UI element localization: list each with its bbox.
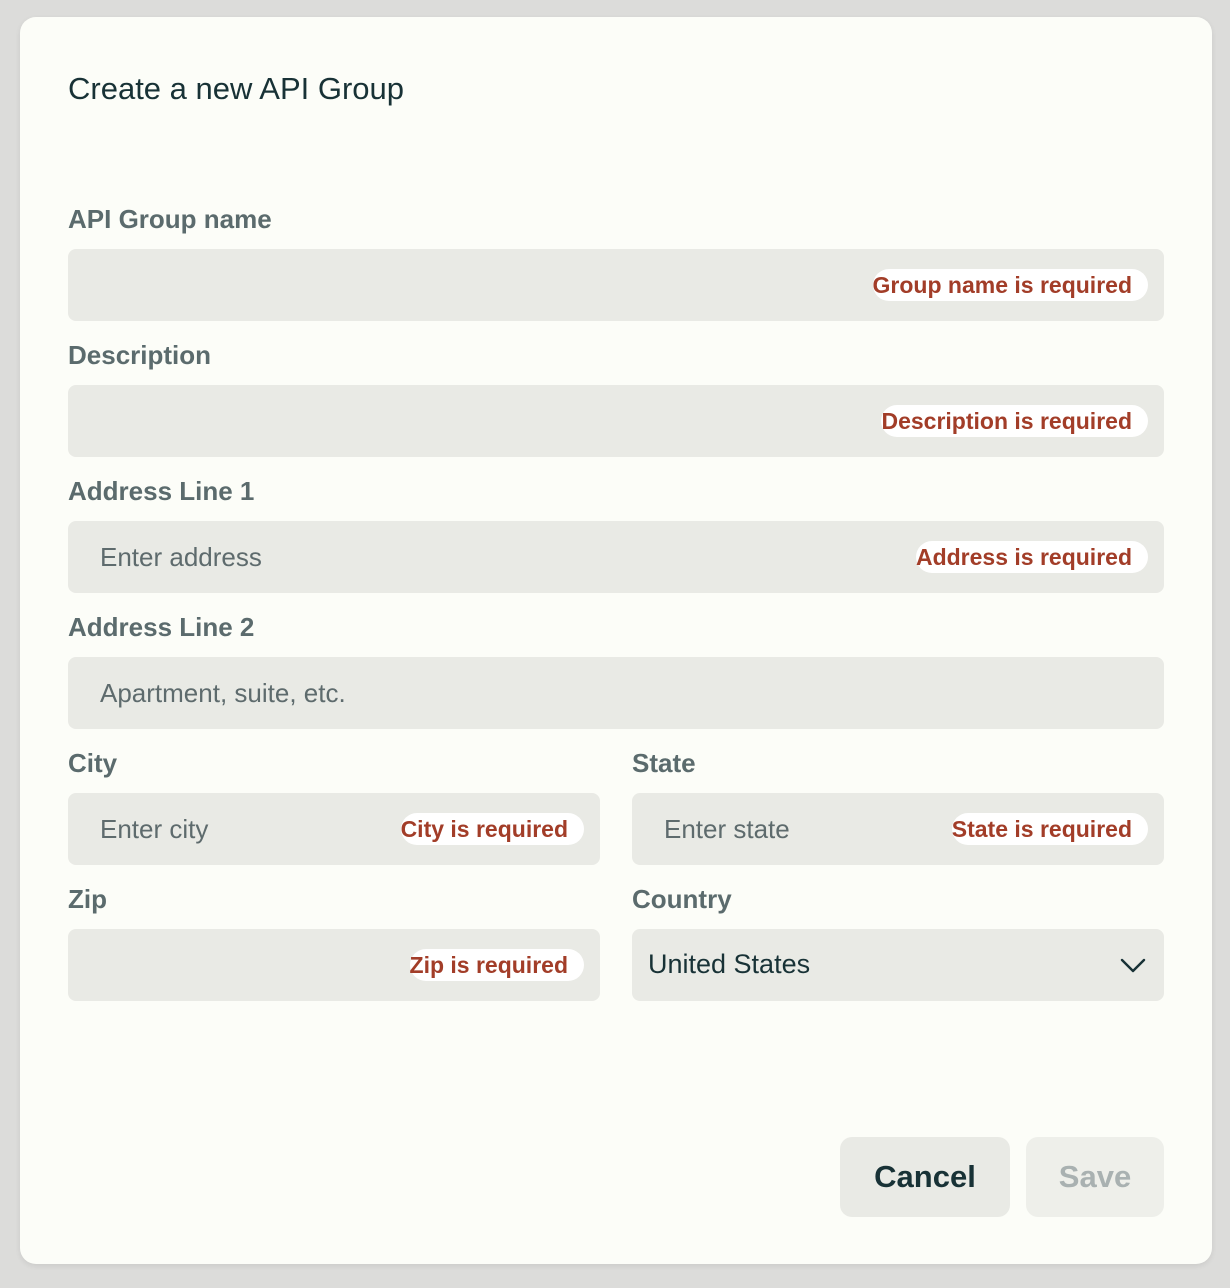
zip-label: Zip [68,884,107,914]
state-input[interactable] [632,793,1164,865]
cancel-button[interactable]: Cancel [840,1137,1010,1217]
state-error: State is required [952,813,1148,845]
country-selected-value: United States [648,949,811,979]
dialog-title: Create a new API Group [68,71,405,106]
chevron-down-icon [1118,951,1148,979]
group-name-input[interactable] [68,249,1164,321]
description-input[interactable] [68,385,1164,457]
group-name-label: API Group name [68,204,272,234]
address-line-1-input[interactable] [68,521,1164,593]
zip-error: Zip is required [410,949,584,981]
city-placeholder: Enter city [100,814,209,844]
address-line-2-label: Address Line 2 [68,612,255,642]
city-error: City is required [401,813,584,845]
state-label: State [632,748,696,778]
country-select[interactable] [632,929,1164,1001]
city-label: City [68,748,118,778]
create-api-group-dialog [20,17,1212,1264]
state-placeholder: Enter state [664,814,790,844]
address-line-1-label: Address Line 1 [68,476,255,506]
address-error: Address is required [916,541,1148,573]
country-label: Country [632,884,732,914]
group-name-error: Group name is required [873,269,1148,301]
address-line-1-placeholder: Enter address [100,542,262,572]
zip-input[interactable] [68,929,600,1001]
description-error: Description is required [881,405,1148,437]
city-input[interactable] [68,793,600,865]
address-line-2-placeholder: Apartment, suite, etc. [100,678,346,708]
save-button[interactable]: Save [1026,1137,1164,1217]
address-line-2-input[interactable] [68,657,1164,729]
description-label: Description [68,340,212,370]
